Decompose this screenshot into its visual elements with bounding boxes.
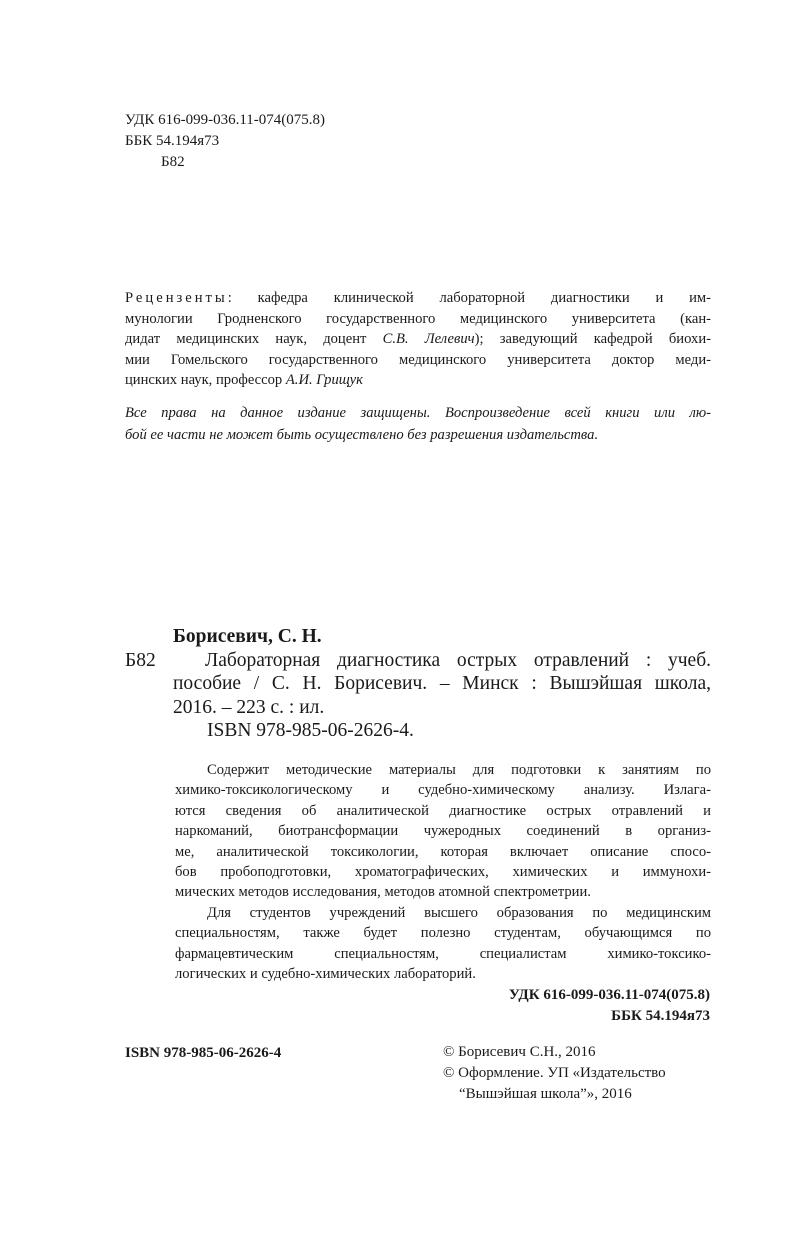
rights-line: Все права на данное издание защищены. Воспроизведение всей книги или лю- xyxy=(125,405,711,421)
reviewers-line: цинских наук, профессор А.И. Грищук xyxy=(125,372,363,388)
annotation-line: мических методов исследования, методов атомной спектрометрии. xyxy=(175,884,591,901)
annotation-line: бов пробоподготовки, хроматографических, химических и иммунохи- xyxy=(175,864,711,881)
copyright-line: © Оформление. УП «Издательство xyxy=(443,1065,666,1081)
record-title-row xyxy=(125,649,711,673)
annotation-line: химико-токсикологическому и судебно-химическому анализу. Излага- xyxy=(175,782,711,799)
annotation-line: наркоманий, биотрансформации чужеродных соединений в организ- xyxy=(175,823,711,840)
udc-code: УДК 616-099-036.11-074(075.8) xyxy=(508,987,710,1003)
author-mark: Б82 xyxy=(161,154,185,170)
isbn: ISBN 978-985-06-2626-4 xyxy=(125,1045,282,1061)
record-line: 2016. – 223 с. : ил. xyxy=(173,696,325,718)
annotation-line: Для студентов учреждений высшего образования по медицинским xyxy=(207,904,711,921)
copyright-line: © Борисевич С.Н., 2016 xyxy=(443,1044,596,1060)
annotation-line: Содержит методические материалы для подготовки к занятиям по xyxy=(207,762,711,778)
reviewers-block xyxy=(125,288,711,391)
annotation-line: ме, аналитической токсикологии, которая включает описание спосо- xyxy=(175,843,711,860)
bbk-code: ББК 54.194я73 xyxy=(611,1008,710,1024)
record-author: Борисевич, С. Н. xyxy=(173,626,322,647)
reviewers-line: Рецензенты: кафедра клинической лабораторной диагностики и им- xyxy=(125,290,711,306)
reviewers-line: мунологии Гродненского государственного медицинского университета (кан- xyxy=(125,310,711,327)
reviewers-line: мии Гомельского государственного медицинского университета доктор меди- xyxy=(125,351,711,368)
rights-line: бой ее части не может быть осуществлено без разрешения издательства. xyxy=(125,427,599,443)
reviewers-line: дидат медицинских наук, доцент С.В. Лелевич); заведующий кафедрой биохи- xyxy=(125,331,711,347)
copyright-line: “Вышэйшая школа”», 2016 xyxy=(459,1086,632,1102)
record-line: Лабораторная диагностика острых отравлений : учеб. xyxy=(205,649,711,671)
annotation-line: специальностям, также будет полезно студентам, обучающимся по xyxy=(175,925,711,942)
reviewers-label: Рецензенты xyxy=(125,290,228,306)
annotation xyxy=(175,760,711,984)
reviewer-name: А.И. Грищук xyxy=(285,372,363,388)
rights-notice xyxy=(125,402,711,446)
reviewer-name: С.В. Лелевич xyxy=(382,331,475,347)
annotation-line: логических и судебно-химических лабораторий. xyxy=(175,966,476,983)
bbk-code: ББК 54.194я73 xyxy=(125,133,220,149)
bibliographic-record xyxy=(125,625,711,743)
record-cipher: Б82 xyxy=(125,649,156,671)
copyright-block xyxy=(443,1042,666,1105)
annotation-line: ются сведения об аналитической диагностике острых отравлений и xyxy=(175,802,711,819)
record-line: пособие / С. Н. Борисевич. – Минск : Вышэйшая школа, xyxy=(173,673,711,695)
classification-codes-bottom xyxy=(509,985,710,1027)
record-isbn: ISBN 978-985-06-2626-4. xyxy=(207,720,414,742)
udc-code: УДК 616-099-036.11-074(075.8) xyxy=(125,112,326,128)
classification-codes-top xyxy=(125,110,325,173)
annotation-line: фармацевтическим специальностям, специалистам химико-токсико- xyxy=(175,945,711,962)
